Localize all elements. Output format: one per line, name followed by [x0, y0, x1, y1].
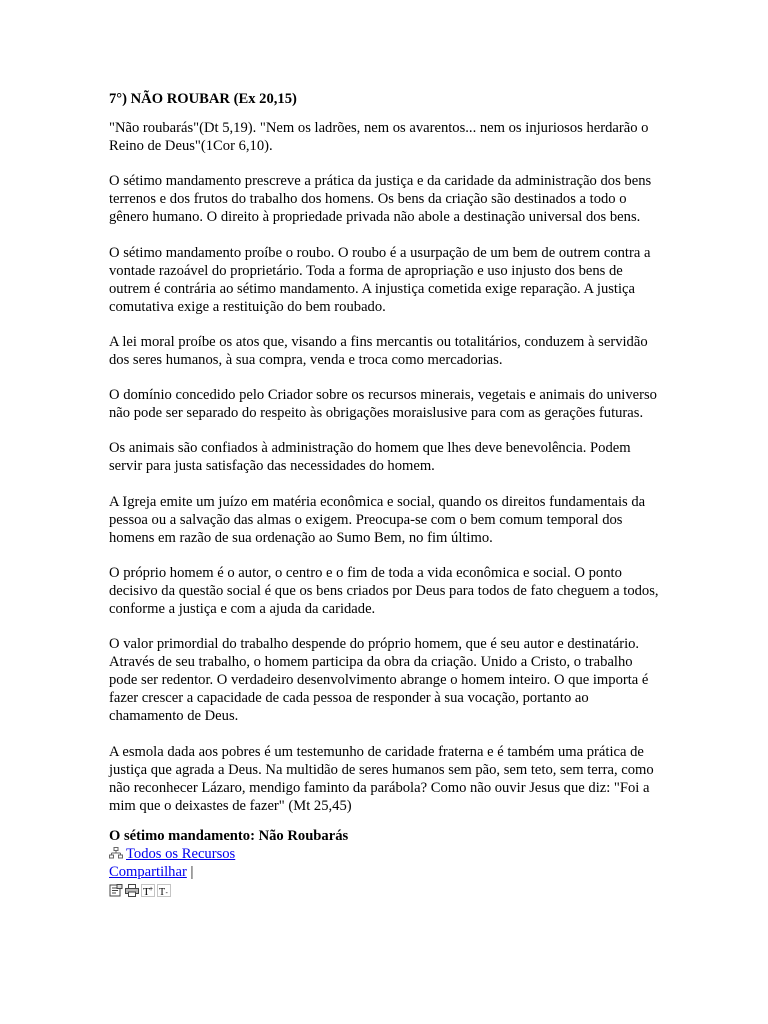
decrease-font-icon[interactable] [157, 884, 171, 897]
print-icon[interactable] [109, 884, 123, 897]
paragraph-4: A lei moral proíbe os atos que, visando a fins mercantis ou totalitários, conduzem à servidão dos seres humanos, à sua compra, venda e troca como mercadorias. [109, 333, 648, 369]
paragraph-5: O domínio concedido pelo Criador sobre os recursos minerais, vegetais e animais do universo não pode ser separado do respeito às obrigações moraislusive para com as gerações futuras. [109, 387, 657, 422]
printer-icon[interactable] [125, 884, 139, 897]
paragraph-2: O sétimo mandamento prescreve a prática da justiça e da caridade da administração dos bens terrenos e dos frutos do trabalho dos homens. Os bens da criação são destinados a todo o gênero humano. O direito à propriedade privada não abole a destinação universal dos bens. [109, 173, 652, 226]
svg-text:T: T [159, 887, 166, 898]
paragraph-7: A Igreja emite um juízo em matéria econômica e social, quando os direitos fundamentais da pessoa ou a salvação das almas o exigem. Preocupa-se com o bem comum temporal dos homens em razão de sua ordenação ao Sumo Bem, no fim último. [109, 493, 646, 546]
paragraph-9: O valor primordial do trabalho despende do próprio homem, que é seu autor e destinatário. Através de seu trabalho, o homem participa da obra da criação. Unido a Cristo, o trabalho pode ser redentor. O verdadeiro desenvolvimento abrange o homem inteiro. O que importa é fazer crescer a capacidade de cada pessoa de responder à sua vocação, portanto ao chamamento de Deus. [109, 636, 649, 725]
paragraph-6: Os animais são confiados à administração do homem que lhes deve benevolência. Podem servir para justa satisfação das necessidades do homem. [109, 440, 631, 475]
share-link[interactable]: Compartilhar [109, 864, 187, 881]
paragraph-8: O próprio homem é o autor, o centro e o fim de toda a vida econômica e social. O ponto decisivo da questão social é que os bens criados por Deus para todos de fato cheguem a todos, conforme a justiça e com a ajuda da caridade. [109, 564, 659, 617]
svg-text:-: - [165, 890, 168, 898]
share-row [109, 863, 661, 881]
increase-font-icon[interactable] [141, 884, 155, 897]
toolbar [109, 884, 661, 897]
svg-text:T: T [143, 886, 150, 898]
resources-row [109, 845, 661, 863]
document-content [109, 90, 661, 897]
footer-heading: O sétimo mandamento: Não Roubarás [109, 827, 349, 844]
paragraph-10: A esmola dada aos pobres é um testemunho de caridade fraterna e é também uma prática de justiça que agrada a Deus. Na multidão de seres humanos sem pão, sem teto, sem terra, como não reconhecer Lázaro, mendigo faminto da parábola? Como não ouvir Jesus que diz: "Foi a mim que o deixastes de fazer" (Mt 25,45) [109, 743, 654, 814]
page-title: 7°) NÃO ROUBAR (Ex 20,15) [109, 91, 297, 107]
separator: | [190, 864, 194, 881]
sitemap-icon [109, 847, 123, 859]
all-resources-link[interactable]: Todos os Recursos [126, 846, 236, 862]
paragraph-3: O sétimo mandamento proíbe o roubo. O roubo é a usurpação de um bem de outrem contra a vontade razoável do proprietário. Toda a forma de apropriação e uso injusto dos bens de outrem é contrária ao sétimo mandamento. A injustiça cometida exige reparação. A justiça comutativa exige a restituição do bem roubado. [109, 244, 651, 315]
svg-text:+: + [149, 886, 154, 894]
paragraph-1: "Não roubarás"(Dt 5,19). "Nem os ladrões, nem os avarentos... nem os injuriosos herdarão o Reino de Deus"(1Cor 6,10). [109, 120, 649, 155]
